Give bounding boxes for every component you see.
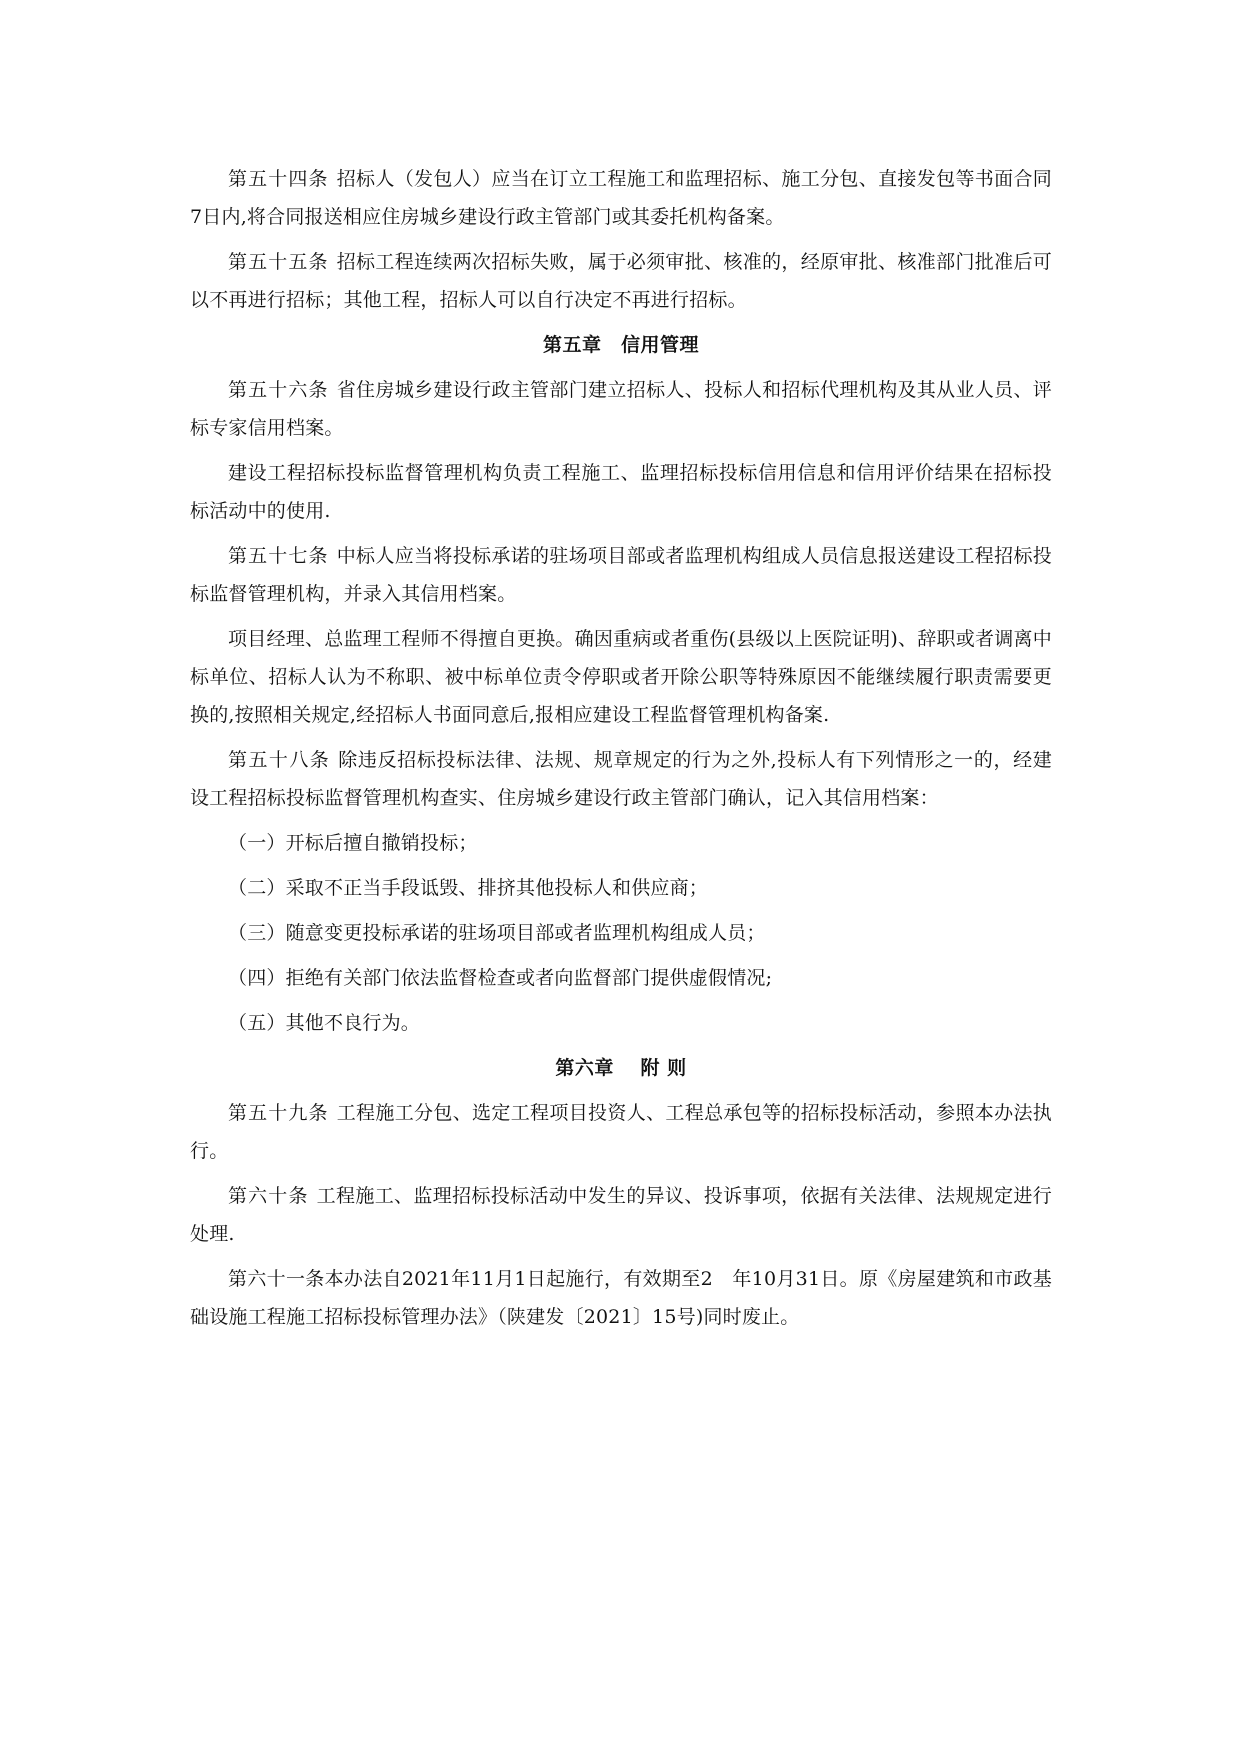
article-text: 工程施工、监理招标投标活动中发生的异议、投诉事项，依据有关法律、法规规定进行处理. xyxy=(190,1185,1052,1245)
article-number: 第六十条 xyxy=(228,1185,309,1207)
article-text: 省住房城乡建设行政主管部门建立招标人、投标人和招标代理机构及其从业人员、评标专家信用档案。 xyxy=(190,379,1052,439)
article-text: 除违反招标投标法律、法规、规章规定的行为之外,投标人有下列情形之一的，经建设工程招标投标监督管理机构查实、住房城乡建设行政主管部门确认，记入其信用档案： xyxy=(190,749,1052,809)
article-55 xyxy=(190,243,1052,319)
article-text: 工程施工分包、选定工程项目投资人、工程总承包等的招标投标活动，参照本办法执行。 xyxy=(190,1102,1052,1162)
article-number: 第五十九条 xyxy=(228,1102,329,1124)
article-56 xyxy=(190,371,1052,447)
list-item: （一）开标后擅自撤销投标； xyxy=(228,832,478,854)
list-item: （二）采取不正当手段诋毁、排挤其他投标人和供应商； xyxy=(228,877,709,899)
article-number: 第五十六条 xyxy=(228,379,329,401)
article-61: 第六十一条本办法自2021年11月1日起施行，有效期至2 年10月31日。原《房屋建筑和市政基础设施工程施工招标投标管理办法》（陕建发〔2021〕15号)同时废止。 xyxy=(190,1268,1052,1328)
list-item: （四）拒绝有关部门依法监督检查或者向监督部门提供虚假情况; xyxy=(228,967,773,989)
article-text: 招标人（发包人）应当在订立工程施工和监理招标、施工分包、直接发包等书面合同7日内,将合同报送相应住房城乡建设行政主管部门或其委托机构备案。 xyxy=(190,168,1052,228)
article-60 xyxy=(190,1177,1052,1253)
article-number: 第五十八条 xyxy=(228,749,331,771)
chapter-5-heading: 第五章 信用管理 xyxy=(542,334,699,356)
article-57 xyxy=(190,537,1052,613)
article-text: 中标人应当将投标承诺的驻场项目部或者监理机构组成人员信息报送建设工程招标投标监督管理机构，并录入其信用档案。 xyxy=(190,545,1052,605)
list-item: （五）其他不良行为。 xyxy=(228,1012,421,1034)
article-text: 招标工程连续两次招标失败，属于必须审批、核准的，经原审批、核准部门批准后可以不再进行招标；其他工程，招标人可以自行决定不再进行招标。 xyxy=(190,251,1052,311)
article-56-paragraph-2: 建设工程招标投标监督管理机构负责工程施工、监理招标投标信用信息和信用评价结果在招标投标活动中的使用. xyxy=(190,462,1052,522)
article-59 xyxy=(190,1094,1052,1170)
article-number: 第五十四条 xyxy=(228,168,329,190)
article-54 xyxy=(190,160,1052,236)
article-number: 第五十五条 xyxy=(228,251,329,273)
article-58 xyxy=(190,741,1052,817)
article-57-paragraph-2: 项目经理、总监理工程师不得擅自更换。确因重病或者重伤(县级以上医院证明)、辞职或者调离中标单位、招标人认为不称职、被中标单位责令停职或者开除公职等特殊原因不能继续履行职责需要更换的,按照相关规定,经招标人书面同意后,报相应建设工程监督管理机构备案. xyxy=(190,628,1052,726)
list-item: （三）随意变更投标承诺的驻场项目部或者监理机构组成人员； xyxy=(228,922,766,944)
chapter-6-heading: 第六章 附 则 xyxy=(555,1057,687,1079)
article-number: 第五十七条 xyxy=(228,545,329,567)
document-body xyxy=(190,160,1052,1343)
